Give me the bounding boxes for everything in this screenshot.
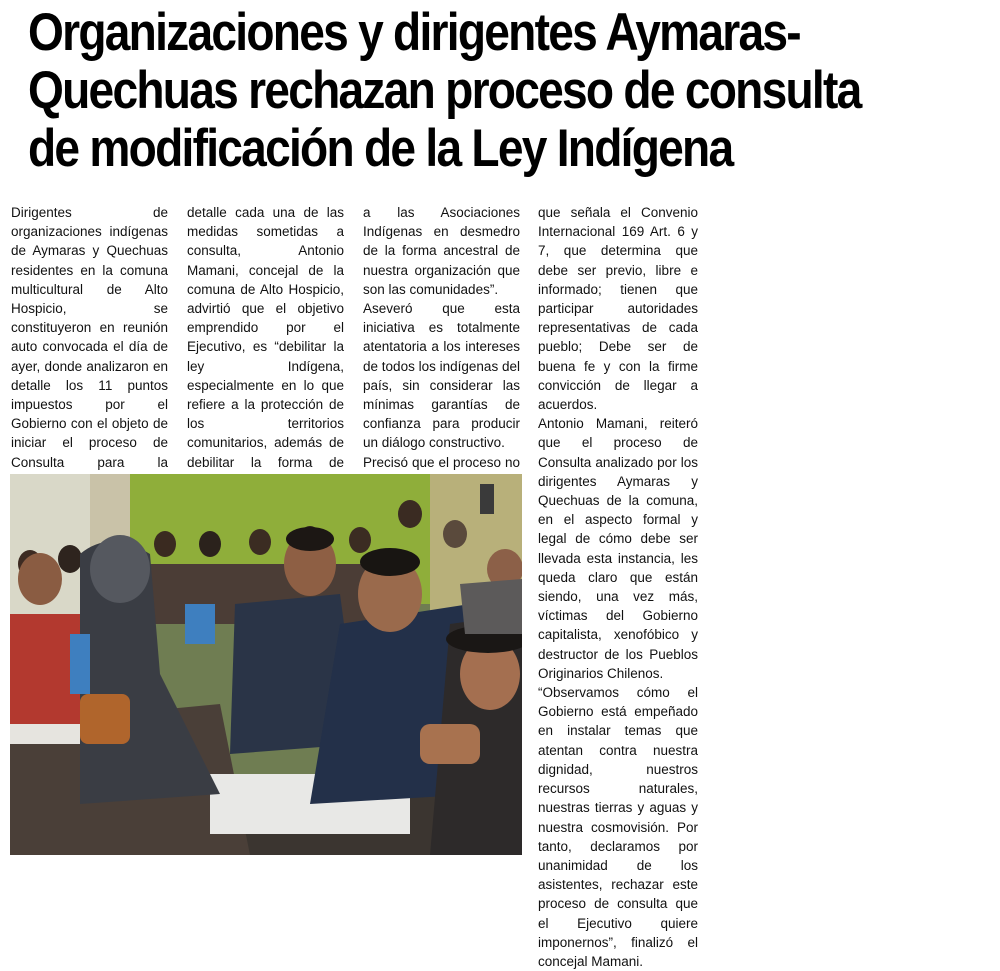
paragraph: a las Asociaciones Indígenas en desmedro de la forma ancestral de nuestra organización que son las comunidades”. — [363, 205, 520, 297]
paragraph: Precisó que el proceso no — [363, 454, 520, 470]
article-column-3 — [363, 203, 520, 510]
paragraph: Antonio Mamani, reiteró que el proceso de Consulta analizado por los dirigentes Aymaras y Quechuas de la comuna, en el aspecto formal y legal de cómo debe ser llevada esta instancia, les queda claro que están siendo, una vez más, víctimas del Gobierno capitalista, xenofóbico y destructor de los Pueblos Originarios Chilenos. — [538, 416, 698, 681]
article-headline — [28, 4, 1000, 182]
article-column-4 — [538, 203, 698, 971]
headline-line-3: de modificación de la Ley Indígena — [28, 119, 733, 178]
headline-line-2: Quechuas rechazan proceso de consulta — [28, 61, 861, 120]
paragraph: Aseveró que esta iniciativa es totalmente atentatoria a los intereses de todos los indígenas del país, sin considerar las mínimas garantías de confianza para producir un diálogo constructivo. — [363, 301, 520, 451]
paragraph: Dirigentes de organizaciones indígenas de Aymaras y Quechuas residentes en la comuna multicultural de Alto Hospicio, se constituyeron en reunión auto convocada el día de ayer, donde analizaron en detalle los 11 puntos impuestos por el Gobierno con el objeto de iniciar el proceso de Consulta para la — [11, 205, 168, 470]
paragraph: “Observamos cómo el Gobierno está empeñado en instalar temas que atentan contra nuestra dignidad, nuestros recursos naturales, nuestras tierras y aguas y nuestra cosmovisión. Por tanto, declaramos por unanimidad de los asistentes, rechazar este proceso de consulta que el Ejecutivo quiere imponernos”, finalizó el concejal Mamani. — [538, 685, 698, 969]
paragraph: que señala el Convenio Internacional 169 Art. 6 y 7, que determina que debe ser previo, libre e informado; tienen que participar autoridades representativas de cada pueblo; Debe ser de buena fe y con la firme convicción de llegar a acuerdos. — [538, 205, 698, 413]
headline-line-1: Organizaciones y dirigentes Aymaras- — [28, 4, 800, 62]
paragraph: detalle cada una de las medidas sometidas a consulta, Antonio Mamani, concejal de la comuna de Alto Hospicio, advirtió que el objetivo emprendido por el Ejecutivo, es “debilitar la ley Indígena, especialmente en lo que refiere a la protección de los territorios comunitarios, además de debilitar la forma de — [187, 205, 344, 470]
meeting-photo — [10, 474, 522, 855]
